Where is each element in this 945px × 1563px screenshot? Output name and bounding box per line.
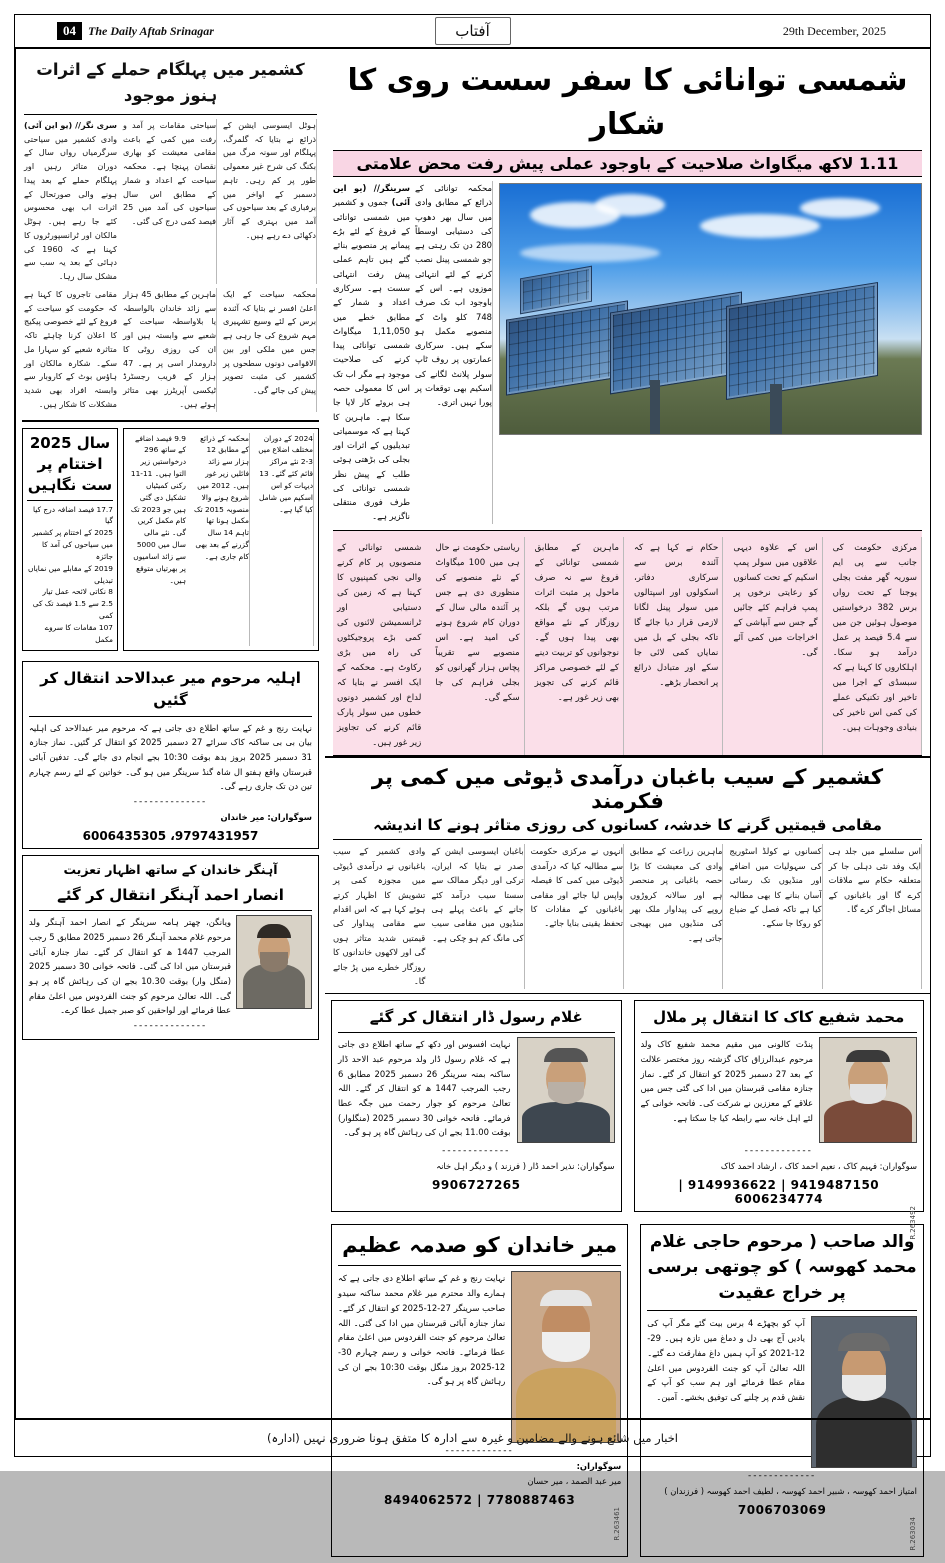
kashmir-col-6: محکمہ سیاحت کے ایک اعلیٰ افسر نے بتایا کہ آئندہ برس کے لئے وسیع تشہیری مہم شروع کی جا رہی ہے جس میں ملکی اور بین الاقوامی دونوں سطحوں پر کشمیر کی مثبت تصویر پیش کی جائے گی۔ [223, 288, 317, 412]
memorial-body: نہایت رنج و غم کے ساتھ اطلاع دی جاتی ہے کہ ہمارے والد محترم میر غلام محمد ساکنہ سیدو صاحب سرینگر 27-12-2025 کو انتقال کر گئے۔ نماز جنازہ آبائی قبرستان میں ادا کی گئی۔ اللہ تعالیٰ مرحوم کو جنت الفردوس میں اعلیٰ مقام عطا فرمائے۔ فاتحہ خوانی و رسم چہارم 30-12-2025 بروز منگل بوقت 10:30 بجے ان کی رہائش گاہ پر ہو گی۔ [338, 1273, 506, 1387]
lead-body-columns [333, 530, 922, 756]
apple-col-1: وادی کشمیر کے سیب باغبانوں نے درآمدی ڈیوٹی میں مجوزہ کمی پر تشویش کا اظہار کرتے ہوئے کہا ہے کہ اس اقدام سے مقامی پیداوار کی قیمتیں شدید متاثر ہوں گی اور لاکھوں خاندانوں کا روزگار خطرے میں پڑ جائے گا۔ [333, 846, 426, 987]
lead-headline: شمسی توانائی کا سفر سست روی کا شکار [347, 63, 908, 142]
obituary-ghulam-rasool-mourners-names: نذیر احمد ڈار ( فرزند ) و دیگر اہل خانہ [436, 1161, 575, 1172]
kashmir-col-3: ہوٹل ایسوسی ایشن کے ذرائع نے بتایا کہ گلمرگ، پہلگام اور سونہ مرگ میں بکنگ کی شرح غیر معمولی طور پر کم رہی۔ تاہم دسمبر کے اواخر میں برفباری کے بعد سیاحوں کی آمد میں بہتری کے آثار دکھائی دے رہے ہیں۔ [223, 119, 317, 284]
kashmir-col-2: سیاحتی مقامات پر آمد و رفت میں کمی کے باعث مقامی معیشت کو بھاری نقصان پہنچا ہے۔ محکمہ سیاحت کے اعداد و شمار کے مطابق اس سال سیاحوں کی آمد میں 25 فیصد کمی درج کی گئی۔ [123, 119, 217, 284]
year-item-6: 107 مقامات کا سروے مکمل [44, 622, 113, 644]
obituary-ansar-portrait [236, 915, 312, 1009]
paper-name: The Daily Aftab Srinagar [88, 23, 214, 38]
anniversary-divider: ------------- [748, 1471, 817, 1482]
obituary-ghulam-rasool [331, 1000, 622, 1212]
obituary-abdul-ahad-body: نہایت رنج و غم کے ساتھ اطلاع دی جاتی ہے کہ مرحوم میر عبدالاحد کی اہلیہ بیان بی بی ساکنہ کاک سرائے 27 دسمبر 2025 کو انتقال کر گئیں۔ نماز جنازہ 31 دسمبر 2025 بروز بدھ بوقت 10:30 بجے انجام دی جائے گی۔ تدفین آبائی قبرستان واقع ہفتو ال شاہ گنڈ سرینگر میں ہو گی۔ خواتین کے لئے رسم چہارم تین دن تک جاری رہے گی۔ [29, 722, 313, 792]
briefs-box [123, 428, 319, 651]
apple-col-2: باغبان ایسوسی ایشن کے صدر نے بتایا کہ ایران، ترکی اور دیگر ممالک سے سستا سیب درآمد کئے جانے کے باعث پہلے ہی منڈیوں میں مقامی سیب کی مانگ کم ہو چکی ہے۔ [431, 844, 524, 989]
right-column [15, 49, 325, 1420]
lead-body-col-5: اس کے علاوہ دیہی علاقوں میں سولر پمپ اسکیم کے تحت کسانوں کو رعایتی نرخوں پر پمپ فراہم کئے جائیں گے جس سے آبپاشی کے اخراجات میں کمی آئے گی۔ [729, 537, 822, 755]
kashmir-col-1 [24, 119, 117, 284]
memorial-phones: 7780887463 | 8494062572 [384, 1492, 576, 1507]
kashmir-story [16, 49, 325, 418]
obituary-shafi-kak-mourners [641, 1159, 918, 1174]
obituary-shafi-kak-ref: R.263492 [909, 1205, 917, 1240]
apple-columns [333, 844, 922, 989]
obituary-ghulam-rasool-mourners-label: سوگواران: [577, 1161, 615, 1172]
anniversary-headline: والد صاحب ( مرحوم حاجی غلام محمد کھوسہ ) کو چوتھی برسی پر خراج عقیدت [647, 1231, 917, 1303]
obituary-ansar-ahangar [22, 855, 319, 1040]
brief-col-1: 9.9 فیصد اضافے کے ساتھ 296 درخواستیں زیر التوا ہیں۔ 11-11 رکنی کمیٹیاں تشکیل دی گئی ہیں جو 2023 تک کام مکمل کریں گی۔ نئے مالی سال میں 5000 سے زائد اسامیوں پر بھرتیاں متوقع ہیں۔ [130, 433, 186, 585]
obituary-ansar-divider: -------------- [133, 1021, 208, 1032]
lead-body-col-4: حکام نے کہا ہے کہ آئندہ برس سے سرکاری دفاتر، اسکولوں اور اسپتالوں میں سولر پینل لگانا لازمی قرار دیا جائے گا تاکہ بجلی کے بل میں نمایاں کمی لائی جا سکے اور متبادل ذرائع پر انحصار بڑھے۔ [630, 537, 723, 755]
kashmir-story-columns-2 [24, 288, 317, 412]
page-footer [15, 1418, 930, 1456]
memorial-headline: میر خاندان کو صدمہ عظیم [342, 1232, 618, 1257]
obituary-ansar-subnote: آہنگر خاندان کے ساتھ اظہار تعزیت [63, 861, 278, 877]
lead-dateline: سرینگر// (یو این آئی) [333, 183, 410, 208]
anniversary-tribute [640, 1224, 924, 1557]
solar-farm-photo [499, 183, 922, 435]
obituary-ansar-body: ویانگن، چھتر ہامہ سرینگر کے انصار احمد آہنگر ولد مرحوم غلام محمد آہنگر 26 دسمبر 2025 مطابق 5 رجب المرجب 1447 ھ کو انتقال کر گئے۔ نماز جنازہ آبائی قبرستان میں ادا کی گئی۔ فاتحہ خوانی 30 دسمبر 2025 (منگل وار) بوقت 10.30 بجے ان کی رہائش گاہ پر ہو گی۔ اللہ تعالیٰ مرحوم کو جنت الفردوس میں اعلیٰ مقام عطا فرمائے اور لواحقین کو صبر جمیل عطا کرے۔ [29, 917, 232, 1016]
year-item-4: 8 نکاتی لائحہ عمل تیار [42, 587, 113, 597]
obituary-abdul-ahad [22, 661, 319, 849]
lead-photo-wrap [499, 177, 922, 524]
page-sheet [14, 14, 931, 1551]
anniversary-mourners: امتیاز احمد کھوسہ ، شبیر احمد کھوسہ ، لطیف احمد کھوسہ ( فرزندان ) [664, 1486, 917, 1497]
lead-body-col-1: شمسی توانائی کے منصوبوں پر کام کرنے والی نجی کمپنیوں کا کہنا ہے کہ زمین کی دستیابی اور ٹرانسمیشن لائنوں کی کمی بڑے پروجیکٹوں کی راہ میں بڑی رکاوٹ ہے۔ محکمہ کے ایک افسر نے بتایا کہ لداخ اور کشمیر دونوں خطوں میں سولر پارک قائم کرنے کی تجاویز زیر غور ہیں۔ [337, 542, 422, 749]
obituary-divider: -------------- [133, 797, 208, 808]
obituary-ghulam-rasool-portrait [517, 1037, 615, 1143]
kashmir-dateline: سری نگر// (یو این آئی) [24, 119, 117, 130]
apple-headline: کشمیر کے سیب باغبان درآمدی ڈیوٹی میں کمی پر فکرمند [371, 765, 884, 814]
lead-subhead: 1.11 لاکھ میگاواٹ صلاحیت کے باوجود عملی پیش رفت محض علامتی [333, 150, 922, 177]
apple-story [325, 756, 930, 994]
page-number: 04 [57, 22, 82, 40]
obituary-row-1 [325, 994, 930, 1240]
lead-para-1: جموں و کشمیر میں شمسی توانائی کے فروغ کے لئے بڑے پیمانے پر منصوبے بنائے گئے ہیں تاہم عملی پیش رفت انتہائی سست ہے۔ سرکاری اعداد و شمار کے مطابق خطے میں 1,11,050 میگاواٹ شمسی توانائی پیدا کرنے کی صلاحیت موجود ہے مگر اب تک اس کا معمولی حصہ ہی بروئے کار لایا جا سکا ہے۔ ماہرین کا کہنا ہے کہ موسمیاتی تبدیلیوں کے اثرات اور بجلی کی بڑھتی ہوئی طلب کے پیش نظر شمسی توانائی کی طرف فوری منتقلی ناگزیر ہے۔ [333, 197, 410, 522]
memorial-mourners: میر عبد الصمد ، میر حسان [527, 1476, 622, 1487]
lead-body-col-3: ماہرین کے مطابق شمسی توانائی کے فروغ سے نہ صرف ماحول پر مثبت اثرات مرتب ہوں گے بلکہ روزگار کے نئے مواقع بھی پیدا ہوں گے۔ نوجوانوں کو تربیت دینے کے لئے خصوصی مراکز قائم کرنے کی تجویز بھی زیر غور ہے۔ [531, 537, 624, 755]
memorial-divider: ------------- [445, 1446, 514, 1457]
obituary-shafi-kak [634, 1000, 925, 1240]
obituary-shafi-kak-title: محمد شفیع کاک کا انتقال پر ملال [653, 1007, 905, 1026]
brief-col-2: محکمہ کے ذرائع کے مطابق 12 ہزار سے زائد فائلیں زیر غور ہیں۔ 2012 میں شروع ہونے والا منصوبہ 2015 تک مکمل ہونا تھا تاہم 14 سال گزرنے کے بعد بھی کام جاری ہے۔ [191, 433, 250, 646]
obituary-ghulam-rasool-body: نہایت افسوس اور دکھ کے ساتھ اطلاع دی جاتی ہے کہ غلام رسول ڈار ولد مرحوم عبد الاحد ڈار ساکنہ بمنہ سرینگر 26 دسمبر 2025 مطابق 6 رجب المرجب 1447 ھ کو انتقال کر گئے۔ اللہ تعالیٰ مرحوم کو جوار رحمت میں جگہ عطا فرمائے۔ فاتحہ خوانی 30 دسمبر 2025 (منگلوار) بوقت 11.00 بجے ان کی رہائش گاہ پر ہو گی۔ [338, 1039, 511, 1138]
obituary-abdul-ahad-phones: 9797431957، 6006435305 [82, 828, 259, 843]
issue-date: 29th December, 2025 [782, 23, 886, 38]
apple-col-5: کسانوں نے کولڈ اسٹوریج کی سہولیات میں اضافے اور منڈیوں تک رسائی آسان بنانے کا بھی مطالبہ کیا ہے تاکہ فصل کے ضیاع کو روکا جا سکے۔ [729, 844, 822, 989]
lead-story [325, 49, 930, 756]
obituary-shafi-kak-divider: ------------- [744, 1146, 813, 1157]
briefs-and-year [16, 424, 325, 655]
apple-subhead: مقامی قیمتیں گرنے کا خدشہ، کسانوں کی روزی متاثر ہونے کا اندیشہ [373, 816, 882, 835]
obituary-ghulam-rasool-mourners [338, 1159, 615, 1174]
memorial-row [325, 1218, 930, 1563]
masthead-logo [435, 17, 511, 45]
year-item-2: 2025 کے اختتام پر کشمیر میں سیاحوں کی آمد کا جائزہ [32, 528, 113, 561]
kashmir-col-5: ماہرین کے مطابق 45 ہزار سے زائد خاندان بالواسطہ یا بلاواسطہ سیاحت کے شعبے سے وابستہ ہیں اور ان کی روزی روٹی کا دارومدار اسی پر ہے۔ 47 ہزار کے قریب رجسٹرڈ ٹیکسی آپریٹرز بھی متاثر ہوئے ہیں۔ [123, 288, 217, 412]
kashmir-story-columns [24, 119, 317, 284]
apple-col-4: ماہرین زراعت کے مطابق وادی کی معیشت کا بڑا حصہ باغبانی پر منحصر ہے اور سالانہ کروڑوں روپے کی پیداوار ملک بھر کی منڈیوں میں بھیجی جاتی ہے۔ [630, 844, 723, 989]
obituary-ghulam-rasool-phones: 9906727265 [432, 1177, 521, 1192]
lead-top-area [333, 177, 922, 524]
obituary-shafi-kak-mourners-names: فہیم کاک ، نعیم احمد کاک ، ارشاد احمد کاک [720, 1161, 877, 1172]
obituary-ghulam-rasool-divider: ------------- [442, 1146, 511, 1157]
memorial-ref: R.263461 [613, 1506, 622, 1541]
year-review-title: سال 2025 اختتام پر ست نگاہیں [27, 433, 113, 494]
obituary-abdul-ahad-title: اہلیہ مرحوم میر عبدالاحد انتقال کر گئیں [40, 668, 301, 710]
masthead [15, 15, 930, 49]
anniversary-body: آپ کو بچھڑے 4 برس بیت گئے مگر آپ کی یادیں آج بھی دل و دماغ میں تازہ ہیں۔ 29-12-2021 کو آپ ہمیں داغ مفارقت دے گئے۔ اللہ تعالیٰ آپ کو جنت الفردوس میں اعلیٰ مقام عطا فرمائے اور ہم سب کو آپ کے نقش قدم پر چلنے کی توفیق بخشے۔ آمین۔ [647, 1318, 805, 1402]
logo-text: آفتاب [455, 22, 490, 40]
obituary-shafi-kak-mourners-label: سوگواران: [879, 1161, 917, 1172]
kashmir-col-4: مقامی تاجروں کا کہنا ہے کہ حکومت کو سیاحت کے فروغ کے لئے خصوصی پیکیج کا اعلان کرنا چاہئے تاکہ متاثرہ شعبے کو سہارا مل سکے۔ شکارہ مالکان اور ہاؤس بوٹ کے کاروبار سے وابستہ افراد بھی شدید مشکلات کا شکار ہیں۔ [24, 288, 117, 409]
memorial-mir-family [331, 1224, 628, 1557]
lead-body-col-2: ریاستی حکومت نے حال ہی میں 100 میگاواٹ کے نئے منصوبے کی منظوری دی ہے جس پر آئندہ مالی سال کے دوران کام شروع ہونے کی امید ہے۔ اس منصوبے سے تقریباً پچاس ہزار گھرانوں کو بجلی فراہم کی جا سکے گی۔ [431, 537, 524, 755]
apple-col-6: اس سلسلے میں جلد ہی ایک وفد نئی دہلی جا کر متعلقہ حکام سے ملاقات کرے گا اور باغبانوں کے مسائل اجاگر کرے گا۔ [829, 844, 922, 989]
obituary-shafi-kak-body: پنڈت کالونی میں مقیم محمد شفیع کاک ولد مرحوم عبدالرزاق کاک گزشتہ روز مختصر علالت کے بعد 27 دسمبر 2025 کو انتقال کر گئے۔ نماز جنازہ مقامی قبرستان میں ادا کی گئی جس میں علاقے کے معززین نے شرکت کی۔ فاتحہ خوانی کے لئے اہل خانہ سے رابطہ کیا جا سکتا ہے۔ [640, 1039, 814, 1123]
obituary-shafi-kak-portrait [819, 1037, 917, 1143]
lead-body-col-6: مرکزی حکومت کی جانب سے پی ایم سوریہ گھر مفت بجلی یوجنا کے تحت رواں برس 382 درخواستیں موصول ہوئیں جن میں سے 5.4 فیصد پر عمل درآمد ہو سکا۔ اہلکاروں کا کہنا ہے کہ سبسڈی کے اجرا میں تاخیر اور تکنیکی عملے کی کمی اس تاخیر کی بنیادی وجوہات ہیں۔ [829, 537, 922, 755]
kashmir-story-headline: کشمیر میں پہلگام حملے کے اثرات ہنوز موجود [36, 60, 305, 106]
kashmir-para-1: وادی کشمیر میں سیاحتی سرگرمیاں رواں سال کے دوران متاثر رہیں اور پہلگام حملے کے بعد پیدا ہونے والی صورتحال کے اثرات اب بھی محسوس کئے جا رہے ہیں۔ ہوٹل مالکان اور ٹرانسپورٹروں کا کہنا ہے کہ 1960 کی دہائی کے بعد یہ سب سے مشکل سال رہا۔ [24, 133, 117, 282]
apple-col-3: انہوں نے مرکزی حکومت سے مطالبہ کیا کہ درآمدی ڈیوٹی میں کمی کا فیصلہ واپس لیا جائے اور مقامی باغبانوں کے مفادات کا تحفظ یقینی بنایا جائے۔ [531, 844, 624, 989]
year-item-3: 2019 کے مقابلے میں نمایاں تبدیلی [28, 563, 113, 585]
obituary-ansar-title: انصار احمد آہنگر انتقال کر گئے [57, 885, 284, 904]
lead-side-col-1 [333, 181, 410, 524]
year-item-5: 2.5 سے 1.5 فیصد تک کی کمی [32, 599, 113, 621]
lead-side-col-2: محکمہ توانائی کے ذرائع کے مطابق وادی میں سال بھر دھوپ کی دستیابی اوسطاً 280 دن تک رہتی ہے جو شمسی پینل نصب کرنے کے لئے انتہائی موزوں ہے۔ اس کے باوجود اب تک صرف 748 کلو واٹ کے منصوبے مکمل ہو سکے ہیں۔ سرکاری عمارتوں پر روف ٹاپ سولر پلانٹ لگانے کی اسکیم بھی توقعات پر پورا نہیں اتری۔ [415, 181, 493, 524]
brief-col-3: 2024 کے دوران مختلف اضلاع میں 3-2 نئے مراکز قائم کئے گئے۔ 13 دیہات کو اس اسکیم میں شامل کیا گیا ہے۔ [255, 433, 314, 646]
memorial-mourners-label: سوگواران: [576, 1461, 622, 1472]
obituary-abdul-ahad-mourners: سوگواران: میر خاندان [220, 812, 312, 823]
footer-text: اخبار میں شائع ہونے والے مضامین و غیرہ سے ادارہ کا متفق ہونا ضروری نہیں (ادارہ) [267, 1431, 678, 1445]
anniversary-ref: R.263034 [909, 1517, 917, 1551]
year-review-box [22, 428, 118, 651]
year-item-1: 17.7 فیصد اضافہ درج کیا گیا [33, 504, 113, 526]
lead-side-columns [333, 177, 493, 524]
obituary-ghulam-rasool-title: غلام رسول ڈار انتقال کر گئے [369, 1007, 583, 1026]
obituary-shafi-kak-phones: 9419487150 | 9149936622 | 6006234774 [678, 1177, 880, 1206]
anniversary-phones: 7006703069 [737, 1503, 827, 1518]
